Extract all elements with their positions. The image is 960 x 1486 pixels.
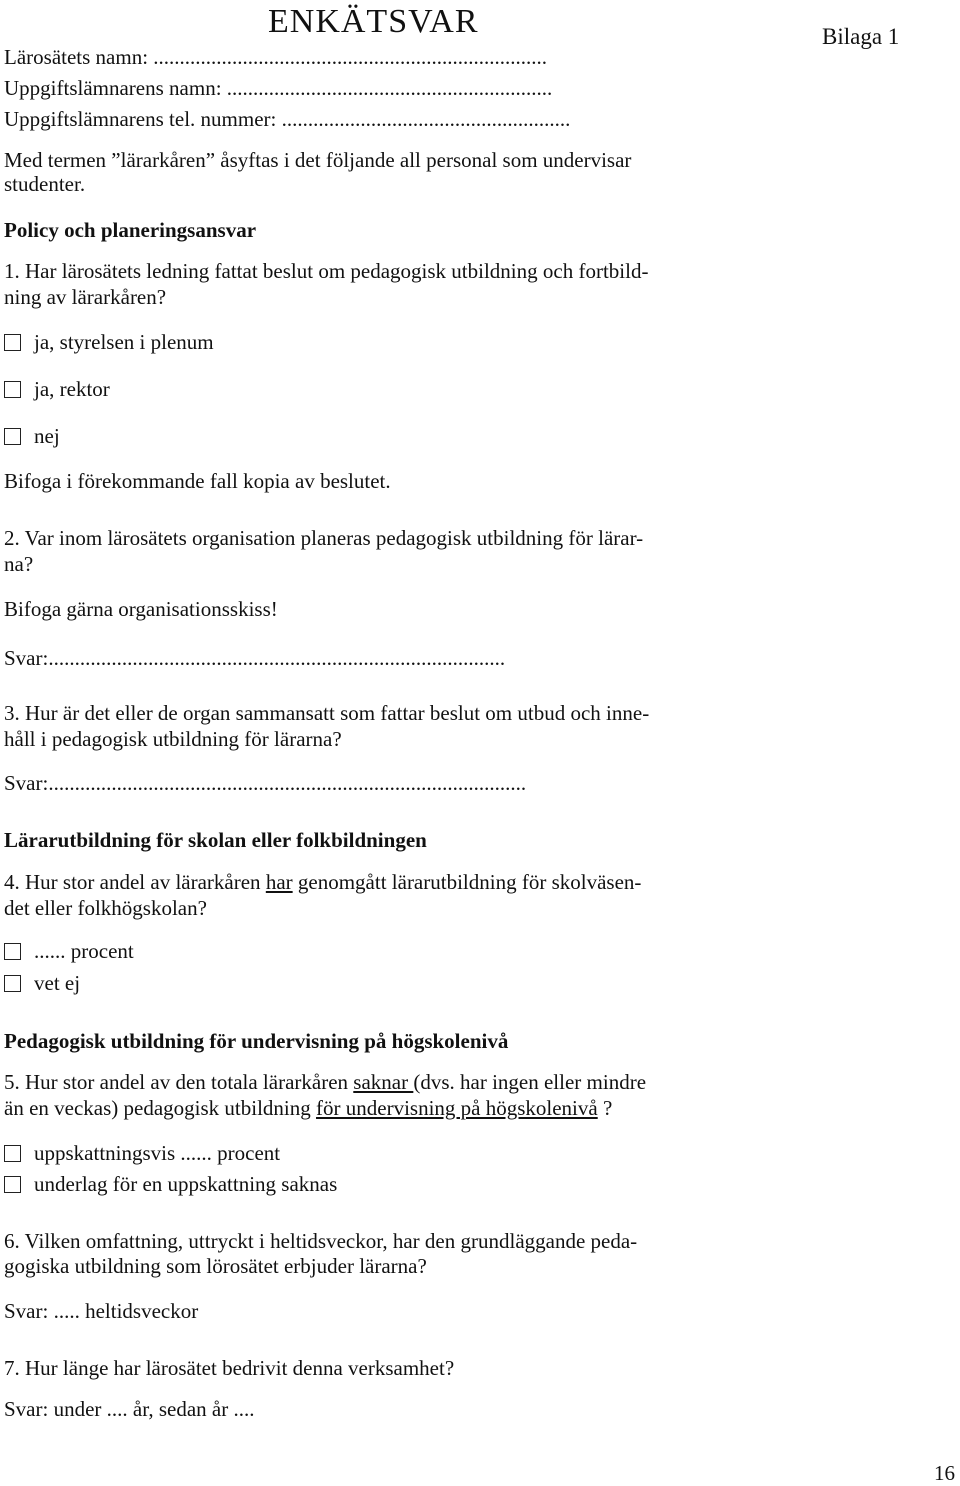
annex-label: Bilaga 1 — [822, 24, 900, 49]
respondent-name-field[interactable]: Uppgiftslämnarens namn: .............................................................. — [4, 76, 553, 100]
question-5-line-2-post: ? — [597, 1096, 613, 1120]
question-5-text-mid: (dvs. har ingen eller mindre — [413, 1070, 647, 1094]
checkbox-icon[interactable] — [4, 381, 21, 398]
question-5-underlined-1: saknar — [353, 1070, 414, 1094]
question-2-note: Bifoga gärna organisationsskiss! — [4, 597, 278, 621]
q1-option-no[interactable] — [4, 423, 60, 449]
question-3-line-1: 3. Hur är det eller de organ sammansatt som fattar beslut om utbud och inne- — [4, 701, 650, 725]
page-number: 16 — [934, 1461, 955, 1485]
question-4-underlined: har — [265, 870, 293, 894]
question-4-line-1 — [4, 869, 641, 895]
q1-option-rector-label: ja, rektor — [34, 377, 110, 401]
checkbox-icon[interactable] — [4, 1145, 21, 1162]
question-1-note: Bifoga i förekommande fall kopia av beslutet. — [4, 469, 391, 493]
question-6-line-1: 6. Vilken omfattning, uttryckt i heltidsveckor, har den grundläggande peda- — [4, 1229, 638, 1253]
question-1-line-2: ning av lärarkåren? — [4, 285, 167, 309]
q1-option-rector[interactable] — [4, 376, 110, 402]
question-7-line-1: 7. Hur länge har lärosätet bedrivit denna verksamhet? — [4, 1356, 455, 1380]
question-5-line-2-pre: än en veckas) pedagogisk utbildning — [4, 1096, 317, 1120]
q1-option-board-label: ja, styrelsen i plenum — [34, 330, 214, 354]
question-3-answer-field[interactable]: Svar:........................................................................................... — [4, 771, 527, 795]
question-2-line-1: 2. Var inom lärosätets organisation planeras pedagogisk utbildning för lärar- — [4, 526, 644, 550]
q4-option-unknown[interactable] — [4, 970, 80, 996]
question-4-text-pre: 4. Hur stor andel av lärarkåren — [4, 870, 266, 894]
question-5-line-1 — [4, 1069, 646, 1095]
checkbox-icon[interactable] — [4, 334, 21, 351]
section-heading-policy: Policy och planeringsansvar — [4, 218, 257, 242]
q4-option-percent[interactable] — [4, 938, 134, 964]
section-heading-teacher-training: Lärarutbildning för skolan eller folkbildningen — [4, 828, 427, 852]
question-2-line-2: na? — [4, 552, 34, 576]
q1-option-board[interactable] — [4, 329, 214, 355]
institution-name-field[interactable]: Lärosätets namn: ........................................................................... — [4, 45, 548, 69]
respondent-phone-field[interactable]: Uppgiftslämnarens tel. nummer: ....................................................... — [4, 107, 571, 131]
intro-text-line-2: studenter. — [4, 172, 86, 196]
question-4-text-post: genomgått lärarutbildning för skolväsen- — [292, 870, 642, 894]
page-title: ENKÄTSVAR — [268, 3, 479, 40]
q5-option-estimate-label: uppskattningsvis ...... procent — [34, 1141, 281, 1165]
question-5-underlined-2: för undervisning på högskolenivå — [316, 1096, 598, 1120]
q5-option-estimate[interactable] — [4, 1140, 280, 1166]
q5-option-no-data[interactable] — [4, 1171, 337, 1197]
checkbox-icon[interactable] — [4, 943, 21, 960]
question-1-line-1: 1. Har lärosätets ledning fattat beslut om pedagogisk utbildning och fortbild- — [4, 259, 649, 283]
question-5-line-2 — [4, 1095, 612, 1121]
checkbox-icon[interactable] — [4, 1176, 21, 1193]
question-7-answer-field[interactable]: Svar: under .... år, sedan år .... — [4, 1397, 255, 1421]
checkbox-icon[interactable] — [4, 975, 21, 992]
question-4-line-2: det eller folkhögskolan? — [4, 896, 207, 920]
question-5-text-pre: 5. Hur stor andel av den totala lärarkåren — [4, 1070, 354, 1094]
section-heading-pedagogical-training: Pedagogisk utbildning för undervisning på högskolenivå — [4, 1029, 509, 1053]
question-3-line-2: håll i pedagogisk utbildning för lärarna? — [4, 727, 342, 751]
intro-text-line-1: Med termen ”lärarkåren” åsyftas i det följande all personal som undervisar — [4, 148, 632, 172]
q1-option-no-label: nej — [34, 424, 60, 448]
question-6-answer-field[interactable]: Svar: ..... heltidsveckor — [4, 1299, 199, 1323]
checkbox-icon[interactable] — [4, 428, 21, 445]
q5-option-no-data-label: underlag för en uppskattning saknas — [34, 1172, 338, 1196]
question-2-answer-field[interactable]: Svar:....................................................................................... — [4, 646, 506, 670]
question-6-line-2: gogiska utbildning som lörosätet erbjuder lärarna? — [4, 1254, 427, 1278]
q4-option-percent-label: ...... procent — [34, 939, 134, 963]
q4-option-unknown-label: vet ej — [34, 971, 81, 995]
